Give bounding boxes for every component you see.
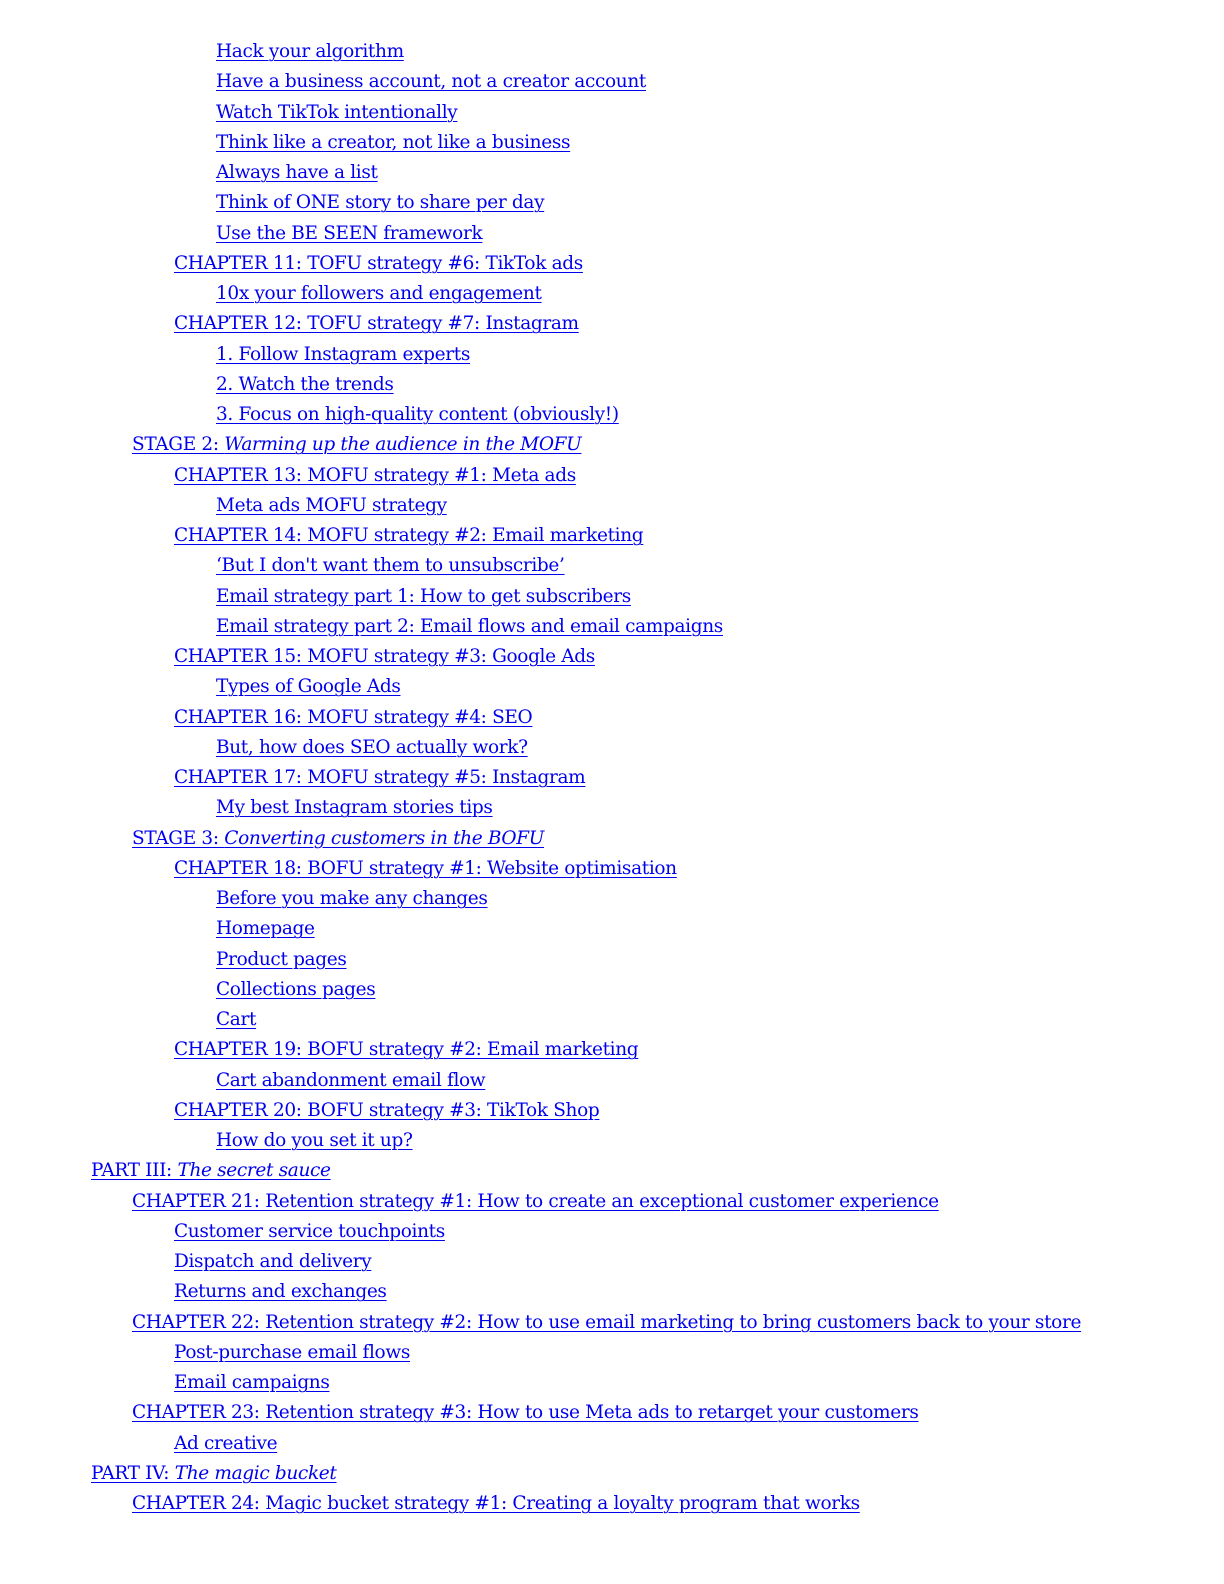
toc-entry-link[interactable] (0, 309, 1224, 339)
toc-entry-text: CHAPTER 12: TOFU strategy #7: Instagram (174, 313, 579, 335)
toc-entry-link[interactable] (0, 461, 1224, 491)
toc-entry-text: 10x your followers and engagement (216, 283, 542, 304)
toc-entry-link[interactable] (0, 521, 1224, 551)
toc-entry-text: CHAPTER 14: MOFU strategy #2: Email marketing (174, 525, 644, 546)
toc-entry-link[interactable] (0, 1398, 1224, 1428)
toc-entry-text: Collections pages (216, 978, 376, 1000)
toc-entry-italic-title: Warming up the audience in the MOFU (224, 434, 582, 456)
toc-entry-link[interactable] (0, 1217, 1224, 1247)
toc-entry-text: CHAPTER 19: BOFU strategy #2: Email marketing (174, 1039, 639, 1061)
toc-entry-text: Use the BE SEEN framework (216, 222, 483, 244)
toc-entry-link[interactable] (0, 188, 1224, 218)
toc-entry-text: Email campaigns (174, 1372, 330, 1393)
toc-entry-link[interactable] (0, 1096, 1224, 1126)
toc-entry-link[interactable] (0, 1066, 1224, 1096)
toc-entry-text: STAGE 2: (132, 434, 225, 456)
toc-entry-text: CHAPTER 13: MOFU strategy #1: Meta ads (174, 464, 576, 486)
toc-entry-link[interactable] (0, 98, 1224, 128)
toc-entry-text: How do you set it up? (216, 1130, 413, 1151)
toc-entry-text: CHAPTER 17: MOFU strategy #5: Instagram (174, 767, 586, 788)
toc-entry-link[interactable] (0, 672, 1224, 702)
toc-entry-text: Think like a creator, not like a business (216, 131, 571, 153)
toc-entry-text: 3. Focus on high-quality content (obviously!) (216, 404, 619, 425)
toc-entry-text: 2. Watch the trends (216, 373, 394, 395)
toc-entry-text: Email strategy part 2: Email flows and email campaigns (216, 615, 723, 637)
toc-entry-link[interactable] (0, 491, 1224, 521)
toc-entry-link[interactable] (0, 793, 1224, 823)
toc-entry-text: CHAPTER 18: BOFU strategy #1: Website optimisation (174, 857, 677, 879)
toc-entry-link[interactable] (0, 914, 1224, 944)
toc-entry-text: Dispatch and delivery (174, 1251, 372, 1272)
toc-entry-link[interactable] (0, 1126, 1224, 1156)
toc-entry-text: ‘But I don't want them to unsubscribe’ (216, 555, 565, 577)
toc-entry-link[interactable] (0, 158, 1224, 188)
toc-entry-link[interactable] (0, 854, 1224, 884)
toc-entry-link[interactable] (0, 430, 1224, 460)
toc-entry-link[interactable] (0, 1277, 1224, 1307)
toc-entry-italic-title: Converting customers in the BOFU (224, 827, 544, 849)
toc-entry-link[interactable] (0, 1368, 1224, 1398)
toc-entry-link[interactable] (0, 1187, 1224, 1217)
toc-entry-link[interactable] (0, 279, 1224, 309)
toc-entry-link[interactable] (0, 945, 1224, 975)
toc-entry-text: 1. Follow Instagram experts (216, 343, 470, 365)
toc-entry-link[interactable] (0, 733, 1224, 763)
toc-entry-italic-title: The magic bucket (174, 1462, 337, 1484)
toc-entry-link[interactable] (0, 703, 1224, 733)
toc-entry-link[interactable] (0, 67, 1224, 97)
toc-entry-link[interactable] (0, 249, 1224, 279)
toc-entry-italic-title: The secret sauce (177, 1160, 331, 1182)
toc-entry-text: CHAPTER 11: TOFU strategy #6: TikTok ads (174, 252, 583, 274)
toc-entry-text: Always have a list (216, 162, 378, 183)
toc-entry-text: Hack your algorithm (216, 41, 404, 62)
toc-entry-text: My best Instagram stories tips (216, 797, 493, 819)
toc-entry-text: Meta ads MOFU strategy (216, 494, 447, 516)
toc-entry-text: CHAPTER 21: Retention strategy #1: How to create an exceptional customer experience (132, 1190, 939, 1212)
toc-entry-text: Types of Google Ads (216, 676, 401, 698)
toc-entry-link[interactable] (0, 219, 1224, 249)
toc-entry-link[interactable] (0, 1308, 1224, 1338)
toc-entry-text: Cart (216, 1009, 257, 1030)
toc-entry-text: CHAPTER 23: Retention strategy #3: How to use Meta ads to retarget your customers (132, 1402, 919, 1424)
toc-entry-text: Product pages (216, 948, 347, 970)
toc-entry-text: Returns and exchanges (174, 1281, 387, 1303)
toc-entry-link[interactable] (0, 763, 1224, 793)
toc-entry-text: But, how does SEO actually work? (216, 736, 528, 758)
toc-entry-link[interactable] (0, 1459, 1224, 1489)
toc-entry-link[interactable] (0, 1156, 1224, 1186)
toc-entry-link[interactable] (0, 612, 1224, 642)
toc-entry-link[interactable] (0, 551, 1224, 581)
toc-entry-link[interactable] (0, 37, 1224, 67)
toc-entry-link[interactable] (0, 975, 1224, 1005)
toc-entry-link[interactable] (0, 128, 1224, 158)
toc-entry-text: Customer service touchpoints (174, 1220, 445, 1242)
toc-entry-link[interactable] (0, 370, 1224, 400)
toc-entry-link[interactable] (0, 1429, 1224, 1459)
toc-entry-link[interactable] (0, 400, 1224, 430)
toc-entry-text: Think of ONE story to share per day (216, 192, 545, 214)
toc-entry-link[interactable] (0, 824, 1224, 854)
toc-entry-text: Homepage (216, 918, 315, 940)
toc-entry-text: Before you make any changes (216, 888, 488, 909)
toc-entry-text: CHAPTER 15: MOFU strategy #3: Google Ads (174, 646, 595, 667)
toc-entry-link[interactable] (0, 884, 1224, 914)
toc-entry-link[interactable] (0, 1035, 1224, 1065)
toc-entry-link[interactable] (0, 1247, 1224, 1277)
toc-entry-link[interactable] (0, 1005, 1224, 1035)
toc-entry-text: Ad creative (174, 1432, 278, 1454)
toc-entry-text: PART III: (91, 1160, 178, 1182)
toc-entry-text: Email strategy part 1: How to get subscribers (216, 585, 631, 607)
toc-entry-text: STAGE 3: (132, 827, 225, 849)
table-of-contents (0, 37, 1224, 1519)
toc-entry-link[interactable] (0, 340, 1224, 370)
toc-entry-text: Have a business account, not a creator account (216, 71, 646, 93)
toc-entry-link[interactable] (0, 1338, 1224, 1368)
toc-entry-text: CHAPTER 16: MOFU strategy #4: SEO (174, 706, 533, 728)
toc-entry-text: Post-purchase email flows (174, 1341, 410, 1363)
toc-entry-text: PART IV: (91, 1462, 175, 1484)
toc-entry-text: Cart abandonment email flow (216, 1069, 486, 1091)
toc-entry-link[interactable] (0, 642, 1224, 672)
toc-entry-text: CHAPTER 24: Magic bucket strategy #1: Creating a loyalty program that works (132, 1493, 860, 1514)
toc-entry-text: CHAPTER 20: BOFU strategy #3: TikTok Shop (174, 1099, 600, 1121)
toc-entry-text: Watch TikTok intentionally (216, 101, 458, 123)
toc-entry-link[interactable] (0, 1489, 1224, 1519)
toc-entry-link[interactable] (0, 582, 1224, 612)
toc-entry-text: CHAPTER 22: Retention strategy #2: How to use email marketing to bring customers back to your store (132, 1311, 1082, 1333)
